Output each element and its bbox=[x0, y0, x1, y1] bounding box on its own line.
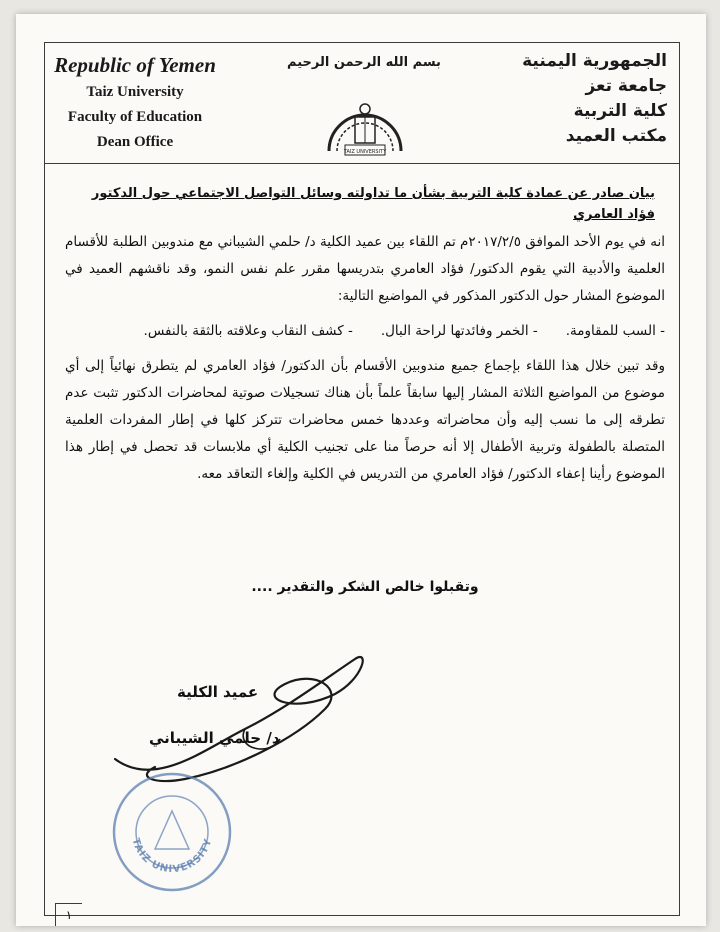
body-paragraph-1: انه في يوم الأحد الموافق ٢٠١٧/٢/٥م تم اللقاء بين عميد الكلية د/ حلمي الشيباني مع مندوبين الطلبة للأقسام العلمية والأدبية التي يقوم الدكتور/ فؤاد العامري بتدريسها مقرر علم نفس النمو، وقد ناقشهم العميد في الموضوع المشار حول الدكتور المذكور في المواضيع التالية: bbox=[65, 234, 665, 304]
topics-list bbox=[65, 318, 665, 345]
signatory-name: د/ حلمي الشيباني bbox=[149, 729, 280, 747]
signatory-title: عميد الكلية bbox=[177, 683, 259, 701]
topic-item: - الخمر وفائدتها لراحة البال. bbox=[380, 323, 538, 339]
letter-subject bbox=[85, 183, 655, 225]
header-university-ar: جامعة تعز bbox=[585, 76, 667, 96]
closing-line: وتقبلوا خالص الشكر والتقدير .... bbox=[251, 579, 479, 595]
letter-page bbox=[16, 14, 706, 926]
header-country-ar: الجمهورية اليمنية bbox=[522, 51, 667, 71]
university-stamp bbox=[109, 769, 235, 895]
logo-text: TAIZ UNIVERSITY bbox=[343, 149, 387, 155]
basmala: بسم الله الرحمن الرحيم bbox=[287, 55, 441, 70]
university-logo bbox=[321, 79, 409, 159]
english-header bbox=[45, 53, 225, 159]
header-office-ar: مكتب العميد bbox=[565, 126, 667, 146]
letter-frame bbox=[44, 42, 680, 922]
letter-body bbox=[65, 229, 665, 496]
arabic-header bbox=[497, 51, 667, 151]
header-faculty-en: Faculty of Education bbox=[67, 109, 203, 125]
body-paragraph-2: وقد تبين خلال هذا اللقاء بإجماع جميع مندوبين الأقسام بأن الدكتور/ فؤاد العامري لم يتطرق نهائياً إلى أي موضوع من المواضيع الثلاثة المشار إليها سابقاً علماً بأن هناك تسجيلات صوتية لمحاضرات الدكتور تثبت عدم تطرقه إلى ما نسب إليه وأن محاضراته وعددها خمس محاضرات تتركز كلها في إطار المفردات العلمية المتصلة بالطفولة وتربية الأطفال إلا أنه حرصاً منا على تجنيب الكلية أي ملابسات قد تحصل في إطار هذا الموضوع رأينا إعفاء الدكتور/ فؤاد العامري من التدريس في الكلية وإلغاء التعاقد معه. bbox=[65, 358, 665, 482]
header-country-en: Republic of Yemen bbox=[54, 53, 216, 77]
header-university-en: Taiz University bbox=[86, 84, 184, 100]
handwritten-signature bbox=[95, 639, 395, 789]
stamp-text: TAIZ UNIVERSITY bbox=[129, 837, 215, 876]
svg-text:TAIZ UNIVERSITY bbox=[130, 837, 215, 875]
page-number: ١ bbox=[55, 903, 82, 926]
letterhead bbox=[45, 43, 679, 164]
header-office-en: Dean Office bbox=[96, 134, 174, 150]
topic-item: - السب للمقاومة. bbox=[565, 323, 665, 339]
subject-text: بيان صادر عن عمادة كلية التربية بشأن ما تداولته وسائل التواصل الاجتماعي حول الدكتور فؤاد العامري bbox=[91, 186, 655, 222]
topic-item: - كشف النقاب وعلاقته بالثقة بالنفس. bbox=[143, 323, 353, 339]
header-faculty-ar: كلية التربية bbox=[573, 101, 667, 121]
